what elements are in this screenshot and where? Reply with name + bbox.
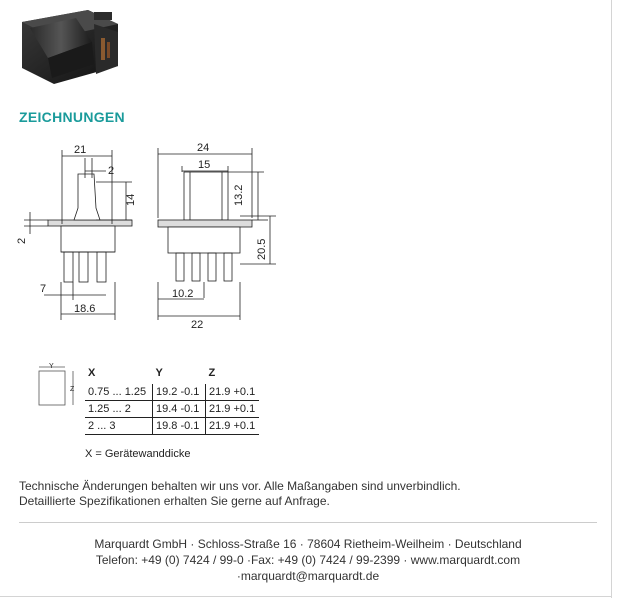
side-view-body — [61, 226, 115, 252]
footer-divider — [19, 522, 597, 523]
technical-drawing — [14, 138, 284, 330]
disclaimer — [19, 479, 461, 509]
front-view-terminal — [176, 253, 184, 281]
table-cell: 19.4 -0.1 — [153, 401, 206, 418]
table-header: Z — [208, 367, 216, 379]
legend-z-label: Z — [70, 386, 75, 393]
footer-address: Marquardt GmbH · Schloss-Straße 16 · 78604 Rietheim-Weilheim · Deutschland — [94, 537, 522, 551]
front-view-body — [168, 227, 240, 253]
disclaimer-line: Detaillierte Spezifikationen erhalten Sie gerne auf Anfrage. — [19, 494, 330, 508]
table-header: Y — [155, 367, 163, 379]
front-view-terminal — [192, 253, 200, 281]
side-view-terminal — [97, 252, 106, 282]
front-view-panel — [158, 220, 252, 227]
table-cell: 21.9 +0.1 — [206, 418, 260, 435]
front-view-terminal — [224, 253, 232, 281]
dim-label: 14 — [125, 193, 137, 206]
side-view-terminal — [79, 252, 88, 282]
table-cell: 1.25 ... 2 — [85, 401, 153, 418]
product-photo — [18, 2, 123, 88]
frame-border-bottom — [0, 596, 612, 597]
table-row — [85, 401, 259, 418]
dim-label: 10.2 — [172, 288, 194, 300]
side-view-terminal — [64, 252, 73, 282]
legend-y-label: Y — [49, 363, 54, 370]
table-row — [85, 384, 259, 401]
cutout-legend-sketch — [35, 363, 80, 409]
cutout-dimension-table — [85, 366, 259, 435]
dim-label: 20.5 — [256, 238, 268, 260]
footer-email-link[interactable]: ·marquardt@marquardt.de — [236, 569, 380, 583]
table-row — [85, 418, 259, 435]
dim-label: 13.2 — [233, 184, 245, 206]
table-cell: 2 ... 3 — [85, 418, 153, 435]
table-header: X — [88, 367, 96, 379]
dim-label: 21 — [74, 144, 87, 156]
dim-label: 2 — [16, 237, 28, 244]
front-view-terminal — [208, 253, 216, 281]
dim-label: 7 — [40, 283, 47, 295]
dim-label: 24 — [197, 142, 210, 154]
table-header-row — [85, 366, 259, 384]
frame-border-right — [611, 0, 612, 598]
table-cell: 0.75 ... 1.25 — [85, 384, 153, 401]
dim-label: 2 — [108, 165, 115, 177]
disclaimer-line: Technische Änderungen behalten wir uns vor. Alle Maßangaben sind unverbindlich. — [19, 479, 461, 493]
section-title: ZEICHNUNGEN — [19, 109, 125, 125]
table-note: X = Gerätewanddicke — [85, 448, 191, 460]
dim-label: 18.6 — [74, 303, 96, 315]
dim-label: 15 — [198, 159, 211, 171]
table-cell: 21.9 +0.1 — [206, 401, 260, 418]
table-cell: 19.8 -0.1 — [153, 418, 206, 435]
front-view-rocker — [184, 172, 228, 220]
dim-label: 22 — [191, 319, 204, 330]
table-cell: 19.2 -0.1 — [153, 384, 206, 401]
footer — [19, 536, 597, 584]
side-view-panel — [48, 220, 132, 226]
side-view-rocker — [74, 174, 100, 220]
footer-contact[interactable]: Telefon: +49 (0) 7424 / 99-0 ·Fax: +49 (0) 7424 / 99-2399 · www.marquardt.com — [95, 553, 521, 567]
table-cell: 21.9 +0.1 — [206, 384, 260, 401]
